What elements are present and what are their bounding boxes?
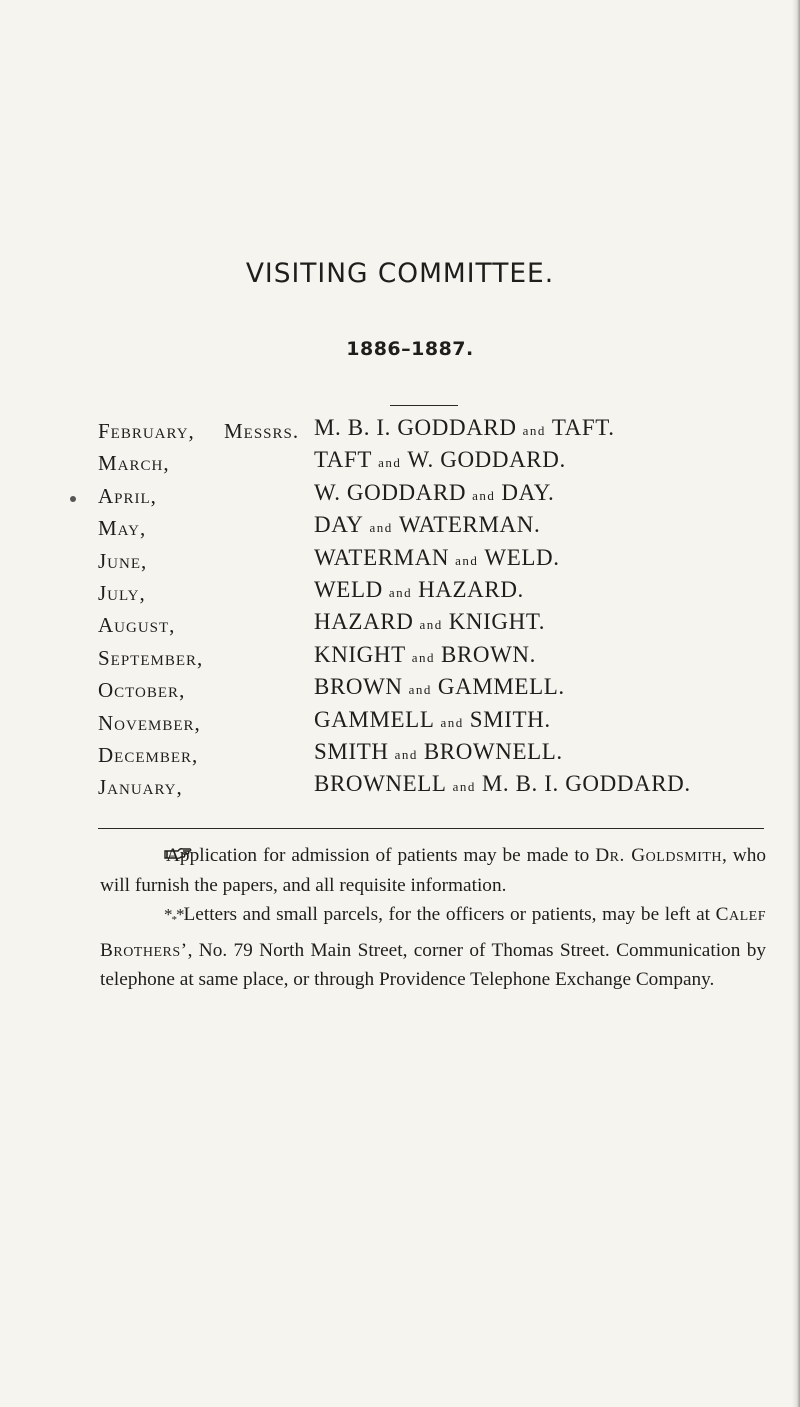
and-word: and <box>452 779 476 795</box>
month-label: August, <box>98 613 176 638</box>
committee-pair <box>314 739 563 765</box>
and-word: and <box>522 423 546 438</box>
month-label: October, <box>98 678 186 703</box>
month-label: June, <box>98 548 148 573</box>
member-second: TAFT. <box>551 415 615 440</box>
notes-section <box>100 840 766 995</box>
member-second: HAZARD. <box>418 576 524 602</box>
schedule-row <box>98 415 778 447</box>
letters-text-b: , No. 79 North Main Street, corner of Thomas Street. Communication by telephone at same place, or through Providence Telephone Exchange Company. <box>100 939 766 990</box>
committee-pair <box>314 609 545 635</box>
schedule-row <box>98 480 778 512</box>
member-first: W. GODDARD <box>314 479 467 505</box>
member-second: DAY. <box>501 479 555 505</box>
and-word: and <box>369 520 393 536</box>
and-word: and <box>440 714 464 730</box>
title-divider <box>390 405 458 406</box>
and-word: and <box>388 584 413 600</box>
committee-pair <box>314 512 540 538</box>
schedule-row <box>98 577 778 609</box>
schedule-row <box>98 771 778 803</box>
page-edge-shadow <box>792 0 800 1407</box>
and-word: and <box>408 682 432 698</box>
member-first: WATERMAN <box>314 544 450 570</box>
member-first: BROWN <box>314 674 403 700</box>
committee-schedule <box>98 415 778 804</box>
month-label: January, <box>98 775 183 800</box>
member-second: WATERMAN. <box>398 512 541 538</box>
doctor-name: Dr. Goldsmith <box>595 845 723 866</box>
schedule-row <box>98 642 778 674</box>
member-second: KNIGHT. <box>448 609 546 635</box>
month-label: November, <box>98 710 201 735</box>
member-first: M. B. I. GODDARD <box>314 415 517 440</box>
member-second: GAMMELL. <box>437 674 565 700</box>
member-first: SMITH <box>314 738 389 764</box>
messrs-label: Messrs. <box>224 419 300 443</box>
month-label: July, <box>98 580 146 605</box>
letters-note <box>100 900 766 995</box>
committee-pair <box>314 480 554 506</box>
year-range: 1886–1887. <box>346 338 474 360</box>
page-title: VISITING COMMITTEE. <box>245 258 555 289</box>
member-second: SMITH. <box>469 706 551 732</box>
schedule-row <box>98 545 778 577</box>
month-label: March, <box>98 451 170 476</box>
section-divider <box>98 828 764 829</box>
member-second: M. B. I. GODDARD. <box>481 771 691 797</box>
firm-name: Calef Brothers’ <box>100 904 766 961</box>
member-second: BROWNELL. <box>423 738 563 764</box>
month-label: February, <box>98 419 195 443</box>
schedule-row <box>98 447 778 479</box>
member-first: HAZARD <box>314 609 414 635</box>
and-word: and <box>455 552 479 568</box>
member-first: DAY <box>314 512 364 538</box>
member-second: BROWN. <box>441 641 536 667</box>
and-word: and <box>394 746 418 762</box>
member-first: BROWNELL <box>314 771 447 797</box>
member-second: WELD. <box>484 544 560 570</box>
committee-pair <box>314 771 691 797</box>
member-second: W. GODDARD. <box>407 447 566 473</box>
committee-pair <box>314 674 565 700</box>
committee-pair <box>314 577 524 603</box>
committee-pair <box>314 707 551 733</box>
member-first: KNIGHT <box>314 641 406 667</box>
schedule-row <box>98 707 778 739</box>
committee-pair <box>314 545 560 571</box>
and-word: and <box>419 617 443 633</box>
and-word: and <box>411 649 436 665</box>
month-label: December, <box>98 742 199 767</box>
month-label: September, <box>98 645 204 670</box>
schedule-row <box>98 739 778 771</box>
month-label: May, <box>98 516 147 541</box>
pointing-hand-icon <box>132 840 160 853</box>
member-first: WELD <box>314 576 383 602</box>
and-word: and <box>472 487 496 503</box>
admission-text-a: Application for admission of patients may be made to <box>166 845 596 866</box>
schedule-row <box>98 512 778 544</box>
committee-pair <box>314 415 615 441</box>
schedule-row <box>98 674 778 706</box>
committee-pair <box>314 447 566 473</box>
letters-text-a: Letters and small parcels, for the officers or patients, may be left at <box>183 904 716 925</box>
schedule-row <box>98 609 778 641</box>
month-label: April, <box>98 483 157 508</box>
and-word: and <box>378 455 402 471</box>
member-first: TAFT <box>314 447 373 473</box>
admission-text-b: , who will furnish the papers, and all requisite information. <box>100 845 766 896</box>
member-first: GAMMELL <box>314 706 435 732</box>
committee-pair <box>314 642 536 668</box>
ink-speck <box>70 496 76 502</box>
asterism-icon: $*_**$ <box>164 905 184 926</box>
admission-note <box>100 840 766 900</box>
